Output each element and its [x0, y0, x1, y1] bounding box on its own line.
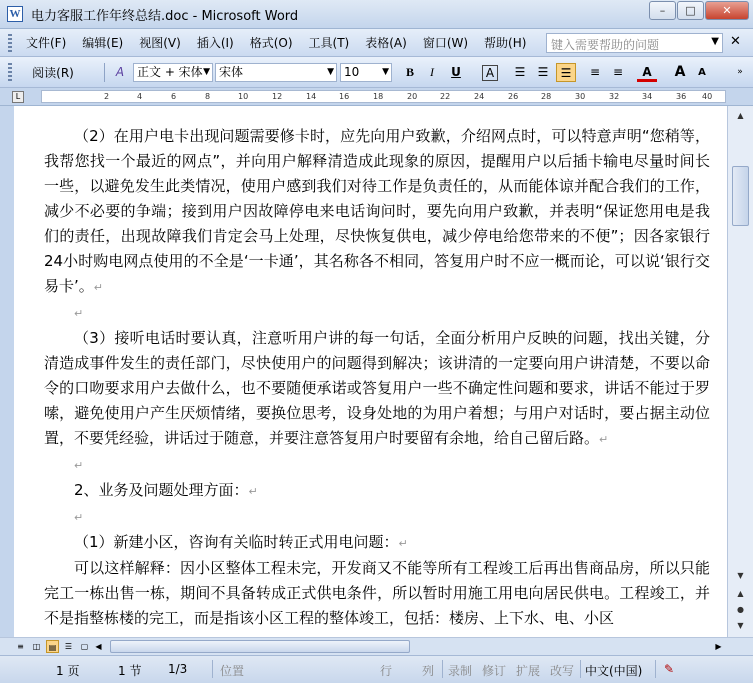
overtype-indicator[interactable]: 改写: [550, 664, 575, 678]
ruler-tick: 32: [609, 92, 620, 101]
numbered-list-icon[interactable]: ≡: [589, 65, 601, 79]
menu-help[interactable]: 帮助(H): [484, 36, 527, 50]
close-button[interactable]: ✕: [705, 1, 749, 20]
ruler-tick: 12: [272, 92, 283, 101]
paragraph[interactable]: [44, 504, 710, 530]
horizontal-ruler[interactable]: [0, 88, 753, 106]
font-dropdown[interactable]: [215, 63, 337, 82]
track-changes-indicator[interactable]: 修订: [482, 664, 507, 678]
style-value: 正文 + 宋体: [137, 65, 203, 79]
ruler-tick: 36: [676, 92, 687, 101]
menu-file[interactable]: 文件(F): [26, 36, 67, 50]
menu-window[interactable]: 窗口(W): [422, 36, 469, 50]
status-section: 1 节: [118, 664, 142, 678]
toolbar-grip-handle[interactable]: [8, 63, 12, 81]
ruler-tick: 4: [137, 92, 143, 101]
chevron-down-icon[interactable]: ▼: [711, 36, 719, 47]
paragraph-text: （1）新建小区，咨询有关临时转正式用电问题：: [74, 533, 399, 551]
scroll-down-icon[interactable]: ▼: [737, 571, 744, 580]
style-dropdown[interactable]: [133, 63, 213, 82]
maximize-button[interactable]: □: [677, 1, 704, 20]
chevron-down-icon: ▼: [382, 67, 389, 77]
paragraph-mark-icon: ↵: [74, 459, 84, 472]
styles-pane-icon[interactable]: A: [115, 65, 125, 79]
paragraph-mark-icon: ↵: [74, 307, 84, 320]
scroll-up-icon[interactable]: ▲: [737, 111, 744, 120]
ruler-tick: 20: [407, 92, 418, 101]
bulleted-list-icon[interactable]: ≡: [612, 65, 624, 79]
help-search-placeholder: 键入需要帮助的问题: [551, 38, 660, 52]
toolbar-options-icon[interactable]: »: [737, 67, 743, 77]
ruler-tick: 14: [306, 92, 317, 101]
menu-insert[interactable]: 插入(I): [196, 36, 234, 50]
window-controls: [648, 1, 749, 20]
paragraph-text: （3）接听电话时要认真，注意听用户讲的每一句话，全面分析用户反映的问题，找出关键，分清造成事件发生的责任部门，尽快使用户的问题得到解决；该讲清的一定要向用户讲清楚，不要以命令的口吻要求用户去做什么，也不要随便承诺或答复用户一些不确定性问题和要求，讲话不能过于罗嗦，避免使用户产生厌烦情绪，要换位思考，设身处地的为用户着想；与用户对话时，要占据主动位置，不要凭经验，讲话过于随意，并要注意答复用户时要留有余地，给自己留后路。: [44, 329, 710, 447]
ruler-tick: 2: [104, 92, 110, 101]
previous-page-icon[interactable]: ▲: [737, 589, 744, 598]
status-separator: [212, 660, 213, 678]
scroll-left-icon[interactable]: ◀: [95, 642, 102, 651]
close-document-button[interactable]: ✕: [730, 34, 741, 49]
word-app-icon[interactable]: W: [7, 6, 23, 22]
status-position: 位置: [220, 664, 245, 678]
tab-selector[interactable]: L: [12, 91, 24, 103]
document-area[interactable]: [0, 106, 727, 637]
ruler-tick: 26: [508, 92, 519, 101]
font-size-value: 10: [344, 65, 360, 79]
formatting-toolbar: [0, 57, 753, 88]
document-page[interactable]: [44, 124, 710, 631]
toolbar-separator: [104, 63, 105, 82]
reading-mode-button[interactable]: 阅读(R): [32, 66, 74, 80]
font-size-dropdown[interactable]: [340, 63, 392, 82]
paragraph-text: 2、业务及问题处理方面：: [74, 481, 249, 499]
status-separator: [580, 660, 581, 678]
normal-view-icon[interactable]: ≡: [17, 642, 24, 651]
ruler-tick: 10: [238, 92, 249, 101]
scroll-right-icon[interactable]: ▶: [715, 642, 722, 651]
font-color-button[interactable]: A: [637, 63, 657, 82]
window-title: 电力客服工作年终总结.doc - Microsoft Word: [31, 8, 299, 24]
align-justify-icon[interactable]: ☰: [556, 63, 576, 82]
paragraph-mark-icon: ↵: [398, 537, 408, 550]
help-search-input[interactable]: [546, 33, 723, 53]
align-center-icon[interactable]: ☰: [537, 65, 549, 79]
status-bar: [0, 655, 753, 683]
outline-view-icon[interactable]: ☰: [64, 642, 73, 651]
italic-button[interactable]: I: [430, 65, 434, 79]
vertical-ruler: [0, 106, 14, 637]
vertical-scroll-thumb[interactable]: [732, 166, 749, 226]
status-separator: [442, 660, 443, 678]
status-separator: [655, 660, 656, 678]
ruler-tick: 24: [474, 92, 485, 101]
paragraph[interactable]: [44, 452, 710, 478]
horizontal-scrollbar-area: [0, 637, 753, 655]
minimize-button[interactable]: –: [649, 1, 676, 20]
reading-view-icon[interactable]: ▢: [80, 642, 89, 651]
underline-button[interactable]: U: [451, 65, 461, 79]
vertical-scrollbar[interactable]: [727, 106, 753, 637]
status-line: 行: [380, 664, 393, 678]
extend-selection-indicator[interactable]: 扩展: [516, 664, 541, 678]
paragraph-mark-icon: ↵: [93, 281, 103, 294]
font-value: 宋体: [219, 65, 244, 79]
section-heading[interactable]: [44, 478, 710, 504]
ruler-tick: 30: [575, 92, 586, 101]
title-bar: [0, 0, 753, 29]
ruler-scale[interactable]: [41, 90, 726, 103]
bold-button[interactable]: B: [405, 65, 414, 79]
shrink-font-button[interactable]: A: [698, 67, 706, 78]
ruler-tick: 22: [440, 92, 451, 101]
paragraph-text: （2）在用户电卡出现问题需要修卡时，应先向用户致歉，介绍网点时，可以特意声明“您稍等，我帮您找一个最近的网点”，并向用户解释清造成此现象的原因，提醒用户以后插卡输电尽量时间长一些，以避免发生此类情况，使用户感到我们对待工作是负责任的，从而能体谅并配合我们的工作，减少不必要的争端；接到用户因故障停电来电话询问时，要先向用户致歉，并表明“保证您用电是我们的责任，出现故障我们肯定会马上处理，尽快恢复供电，减少停电给您带来的不便”；因各家银行24小时购电网点使用的不全是‘一卡通’，其名称各不相同，答复用户时不应一概而论，可以说‘银行交易卡’。: [44, 127, 710, 295]
web-view-icon[interactable]: ◫: [32, 642, 41, 651]
character-border-button[interactable]: A: [482, 65, 498, 81]
paragraph[interactable]: [44, 530, 710, 556]
menu-format[interactable]: 格式(O): [249, 36, 293, 50]
select-browse-object-icon[interactable]: ●: [737, 605, 744, 614]
ruler-tick: 6: [171, 92, 177, 101]
next-page-icon[interactable]: ▼: [737, 621, 744, 630]
ruler-tick: 40: [702, 92, 713, 101]
paragraph[interactable]: [44, 300, 710, 326]
paragraph[interactable]: [44, 556, 710, 631]
ruler-tick: 34: [642, 92, 653, 101]
status-column: 列: [422, 664, 435, 678]
paragraph[interactable]: [44, 326, 710, 452]
ruler-tick: 8: [205, 92, 211, 101]
paragraph-text: 可以这样解释：因小区整体工程未完，开发商又不能等所有工程竣工后再出售商品房，所以只能完工一栋出售一栋，期间不具备转成正式供电条件，所以暂时用施工用电向居民供电。工程竣工，并不是指整栋楼的完工，而是指该小区工程的整体竣工，包括：楼房、上下水、电、小区: [44, 559, 710, 627]
menu-bar: [0, 29, 753, 57]
ruler-tick: 18: [373, 92, 384, 101]
chevron-down-icon: ▼: [203, 67, 210, 77]
menu-table[interactable]: 表格(A): [365, 36, 407, 50]
spelling-check-icon[interactable]: ✎: [664, 662, 675, 676]
menu-edit[interactable]: 编辑(E): [82, 36, 124, 50]
menu-grip-handle[interactable]: [8, 34, 12, 52]
status-page-of: 1/3: [168, 662, 188, 676]
record-macro-indicator[interactable]: 录制: [448, 664, 473, 678]
ruler-tick: 28: [541, 92, 552, 101]
menu-view[interactable]: 视图(V): [139, 36, 181, 50]
menu-tools[interactable]: 工具(T): [308, 36, 350, 50]
ruler-tick: 16: [339, 92, 350, 101]
chevron-down-icon: ▼: [327, 67, 334, 77]
status-page: 1 页: [56, 664, 80, 678]
print-layout-icon[interactable]: ▤: [46, 640, 59, 653]
paragraph-mark-icon: ↵: [248, 485, 258, 498]
paragraph-mark-icon: ↵: [74, 511, 84, 524]
language-indicator[interactable]: 中文(中国): [585, 664, 643, 678]
paragraph-mark-icon: ↵: [599, 433, 609, 446]
horizontal-scroll-thumb[interactable]: [110, 640, 410, 653]
paragraph[interactable]: [44, 124, 710, 300]
grow-font-button[interactable]: A: [674, 64, 686, 80]
align-left-icon[interactable]: ☰: [514, 65, 526, 79]
